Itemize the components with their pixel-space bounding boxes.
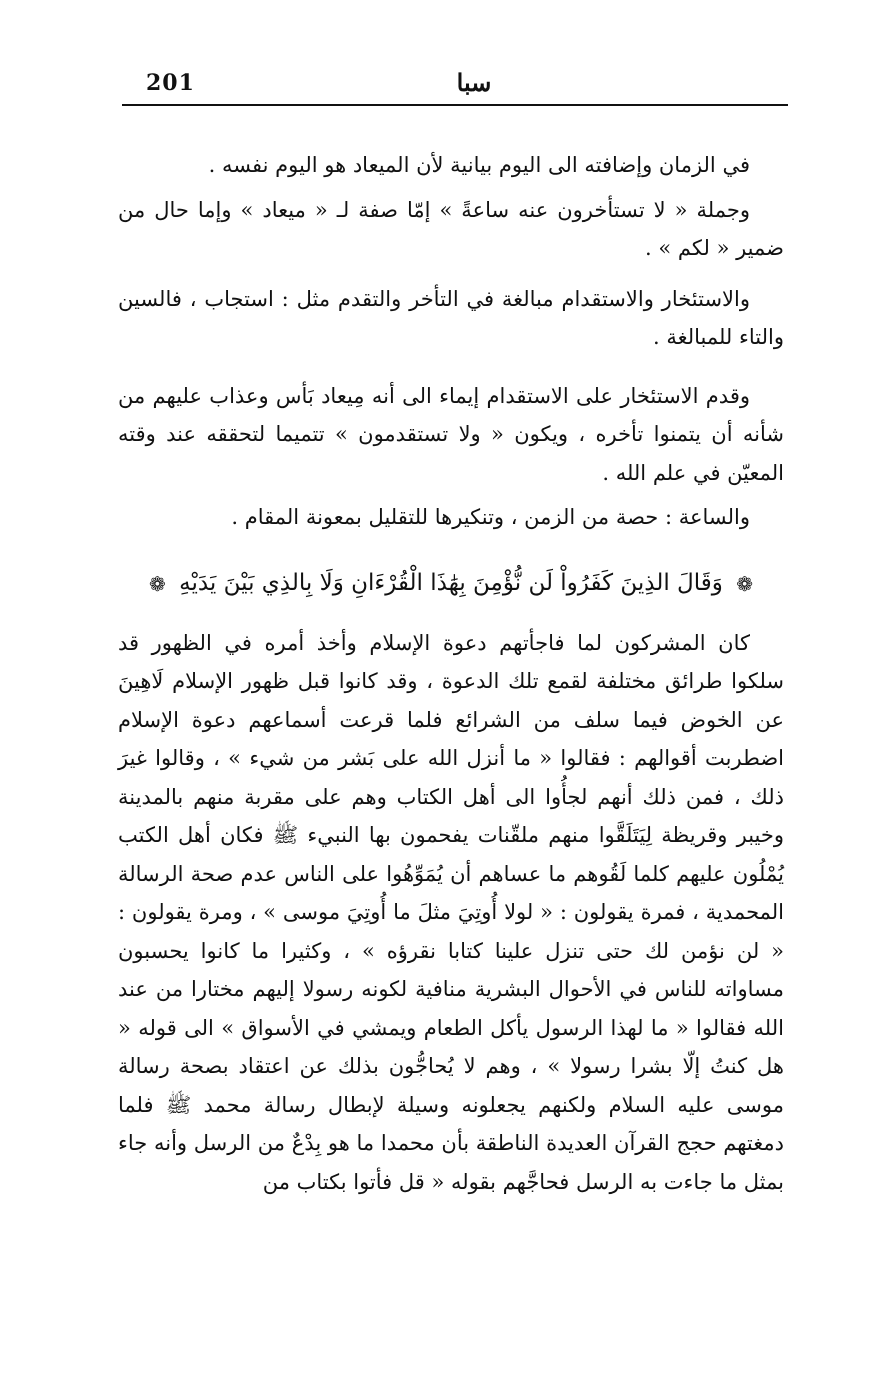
paragraph: وقدم الاستئخار على الاستقدام إيماء الى أنه مِيعاد بَأس وعذاب عليهم من شأنه أن يتمنوا تأخره ، ويكون « ولا تستقدمون » تتميما لتحققه عند وقته المعيّن في علم الله . bbox=[118, 383, 784, 485]
page-number: 201 bbox=[146, 70, 195, 96]
commentary-paragraph: كان المشركون لما فاجأتهم دعوة الإسلام وأخذ أمره في الظهور قد سلكوا طرائق مختلفة لقمع تلك الدعوة ، وقد كانوا قبل ظهور الإسلام لَاهِينَ عن الخوض فيما سلف من الشرائع فلما قرعت أسماعهم دعوة الإسلام اضطربت أقوالهم : فقالوا « ما أنزل الله على بَشر من شيء » ، وقالوا غيرَ ذلك ، فمن ذلك أنهم لجأُوا الى أهل الكتاب وهم على مقربة منهم بالمدينة وخيبر وقريظة لِيَتَلَقَّوا منهم ملقّنات يفحمون بها النبيء ﷺ فكان أهل الكتب يُمْلُون عليهم كلما لَقُوهم ما عساهم أن يُمَوِّهُوا على الناس عدم صحة الرسالة المحمدية ، فمرة يقولون : « لولا أُوتِيَ مثلَ ما أُوتِيَ موسى » ، ومرة يقولون : « لن نؤمن لك حتى تنزل علينا كتابا نقرؤه » ، وكثيرا ما كانوا يحسبون مساواته للناس في الأحوال البشرية منافية لكونه رسولا إليهم مختارا من عند الله فقالوا « ما لهذا الرسول يأكل الطعام ويمشي في الأسواق » الى قوله « هل كنتُ إلّا بشرا رسولا » ، وهم لا يُحاجُّون بذلك عن اعتقاد بصحة رسالة موسى عليه السلام ولكنهم يجعلونه وسيلة لإبطال رسالة محمد ﷺ فلما دمغتهم حجج القرآن العديدة الناطقة بأن محمدا ما هو بِدْعٌ من الرسل وأنه جاء بمثل ما جاءت به الرسل فحاجَّهم بقوله « قل فأتوا بكتاب من bbox=[118, 630, 785, 1194]
paragraph: والساعة : حصة من الزمن ، وتنكيرها للتقليل بمعونة المقام . bbox=[231, 505, 750, 529]
paragraph: في الزمان وإضافته الى اليوم بيانية لأن الميعاد هو اليوم نفسه . bbox=[208, 153, 750, 177]
verse-open-ornament: ❁ bbox=[736, 571, 753, 596]
page-header bbox=[122, 58, 788, 108]
header-rule bbox=[122, 104, 788, 106]
running-title: سبا bbox=[456, 68, 492, 97]
paragraph: وجملة « لا تستأخرون عنه ساعةً » إمّا صفة لـ « ميعاد » وإما حال من ضمير « لكم » . bbox=[118, 197, 784, 260]
paragraph: والاستئخار والاستقدام مبالغة في التأخر والتقدم مثل : استجاب ، فالسين والتاء للمبالغة . bbox=[118, 286, 784, 349]
verse-close-ornament: ❁ bbox=[149, 571, 166, 596]
page-body bbox=[118, 146, 784, 1201]
quran-verse bbox=[118, 561, 784, 606]
verse-text: وَقَالَ الذِينَ كَفَرُواْ لَن نُّؤْمِنَ بِهَٰذَا الْقُرْءَانِ وَلَا بِالذِي بَيْنَ يَدَيْهِ bbox=[179, 569, 723, 596]
